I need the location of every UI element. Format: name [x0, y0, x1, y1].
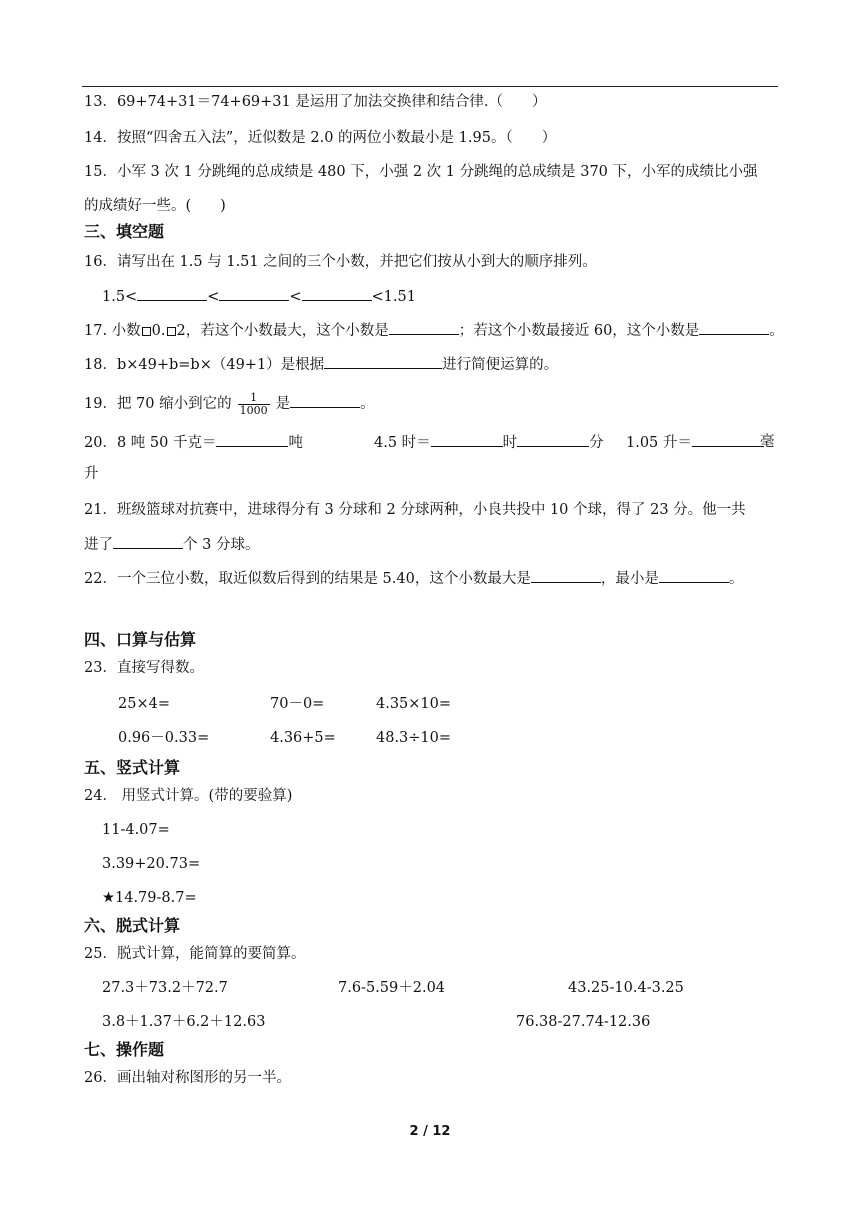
header-rule [82, 86, 778, 87]
section-7-heading: 七、操作题 [84, 1040, 165, 1059]
calc-item: 76.38-27.74-12.36 [516, 1014, 651, 1030]
q22-text-c: 。 [728, 571, 744, 587]
question-21-line1: 21．班级篮球对抗赛中，进球得分有 3 分球和 2 分球两种，小良共投中 10 个球，得了 23 分。他一共 [84, 502, 746, 518]
q16-blank-3[interactable] [302, 286, 372, 301]
question-20-part2 [374, 432, 604, 453]
q17-text-b: 0. [151, 323, 166, 339]
calc-item: 3.8＋1.37＋6.2＋12.63 [102, 1014, 266, 1030]
q16-blank-2[interactable] [219, 286, 289, 301]
q20-blank-3[interactable] [517, 432, 589, 447]
oral-item: 4.36+5= [270, 730, 336, 746]
q17-blank-2[interactable] [699, 320, 769, 335]
fraction-numerator: 1 [238, 392, 270, 405]
q19-text-c: 。 [360, 396, 375, 412]
q17-text-e: 。 [769, 323, 784, 339]
q22-blank-1[interactable] [531, 568, 601, 583]
oral-item: 0.96－0.33= [118, 730, 210, 746]
question-14: 14．按照“四舍五入法”，近似数是 2.0 的两位小数最小是 1.95。（ ） [84, 130, 557, 146]
question-25: 25．脱式计算，能简算的要简算。 [84, 946, 306, 962]
q18-blank[interactable] [324, 354, 442, 369]
box-icon [167, 327, 176, 336]
q20-text-e: 分 [589, 435, 604, 451]
q19-text-a: 19．把 70 缩小到它的 [84, 396, 232, 412]
q16-lt-2: < [289, 289, 302, 305]
oral-item: 25×4= [118, 696, 170, 712]
q19-blank[interactable] [290, 393, 360, 408]
q20-text-a: 20．8 吨 50 千克＝ [84, 435, 217, 451]
question-24: 24． 用竖式计算。(带的要验算) [84, 788, 293, 804]
q19-text-b: 是 [275, 396, 291, 412]
calc-item: 43.25-10.4-3.25 [568, 980, 684, 996]
question-19 [84, 390, 375, 418]
q22-text-b: ，最小是 [600, 571, 659, 587]
question-26: 26．画出轴对称图形的另一半。 [84, 1070, 291, 1086]
question-18 [84, 354, 558, 375]
question-15-line1: 15．小军 3 次 1 分跳绳的总成绩是 480 下，小强 2 次 1 分跳绳的总成绩是 370 下，小军的成绩比小强 [84, 164, 758, 180]
vertical-item: 3.39+20.73= [102, 856, 201, 872]
fraction-1-1000 [238, 392, 270, 417]
q16-blank-1[interactable] [137, 286, 207, 301]
q20-text-g: 毫 [760, 434, 775, 450]
q20-text-c: 4.5 时＝ [374, 435, 431, 451]
vertical-item: 11-4.07= [102, 822, 170, 838]
q16-lt-1: < [207, 289, 220, 305]
question-17 [84, 320, 784, 341]
question-16: 16．请写出在 1.5 与 1.51 之间的三个小数，并把它们按从小到大的顺序排列。 [84, 254, 597, 270]
q17-text-a: 17. 小数 [84, 323, 141, 339]
q21-text-b: 个 3 分球。 [183, 537, 260, 553]
question-16-answer-row [102, 286, 416, 307]
fraction-denominator: 1000 [239, 403, 268, 417]
q21-blank[interactable] [113, 534, 183, 549]
q18-text-a: 18．b×49+b=b×（49+1）是根据 [84, 357, 325, 373]
q20-blank-1[interactable] [216, 432, 288, 447]
question-22 [84, 568, 743, 589]
section-6-heading: 六、脱式计算 [84, 916, 181, 935]
q20-text-f: 1.05 升＝ [626, 435, 692, 451]
q20-text-h: 升 [84, 466, 99, 482]
question-13: 13．69+74+31＝74+69+31 是运用了加法交换律和结合律.（ ） [84, 94, 547, 110]
question-20-part3 [626, 432, 764, 453]
oral-item: 48.3÷10= [376, 730, 452, 746]
calc-item: 7.6-5.59＋2.04 [338, 980, 446, 996]
vertical-item: ★14.79-8.7= [102, 890, 197, 906]
question-23: 23．直接写得数。 [84, 660, 204, 676]
question-20 [84, 432, 303, 453]
q22-blank-2[interactable] [659, 568, 729, 583]
section-5-heading: 五、竖式计算 [84, 758, 181, 777]
oral-item: 70－0= [270, 696, 325, 712]
q17-blank-1[interactable] [389, 320, 459, 335]
q20-text-d: 时 [502, 435, 518, 451]
q16-end: <1.51 [371, 289, 416, 305]
q18-text-b: 进行简便运算的。 [442, 357, 559, 373]
question-21-line2 [84, 534, 259, 555]
q22-text-a: 22．一个三位小数，取近似数后得到的结果是 5.40，这个小数最大是 [84, 571, 531, 587]
q16-start: 1.5< [102, 289, 138, 305]
section-3-heading: 三、填空题 [84, 222, 165, 241]
section-4-heading: 四、口算与估算 [84, 630, 197, 649]
q21-text-a: 进了 [84, 537, 113, 553]
q20-text-b: 吨 [288, 435, 303, 451]
page-number: 2 / 12 [409, 1124, 451, 1139]
oral-item: 4.35×10= [376, 696, 452, 712]
box-icon [142, 327, 151, 336]
q17-text-c: 2，若这个小数最大，这个小数是 [176, 323, 389, 339]
question-15-line2: 的成绩好一些。( ) [84, 198, 226, 214]
q20-blank-4[interactable] [692, 432, 764, 447]
calc-item: 27.3＋73.2＋72.7 [102, 980, 228, 996]
q20-blank-2[interactable] [431, 432, 503, 447]
q17-text-d: ；若这个小数最接近 60，这个小数是 [458, 323, 700, 339]
